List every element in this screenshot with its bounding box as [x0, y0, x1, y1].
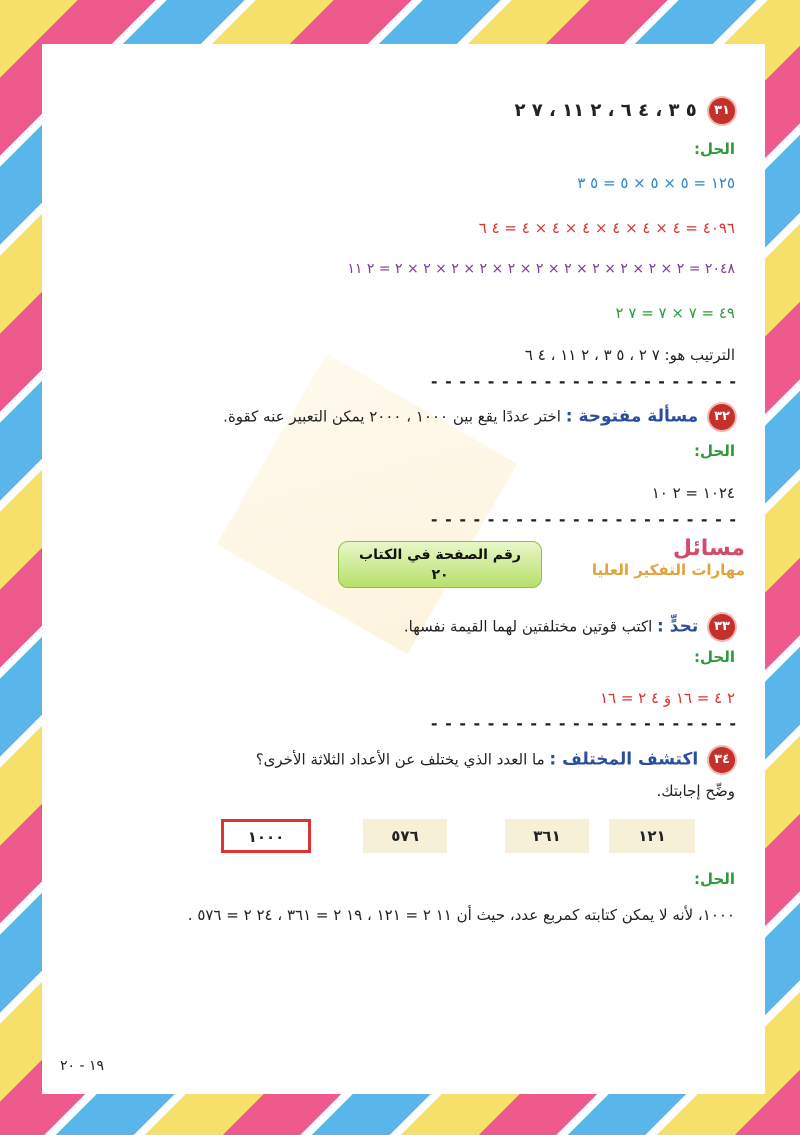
solution-label: الحل:: [694, 870, 735, 888]
choice-box-selected: ١٠٠٠: [221, 819, 311, 853]
solution-label: الحل:: [694, 140, 735, 158]
problem-33-answer: ٢ ٤ = ١٦ وَ ٤ ٢ = ١٦: [599, 689, 735, 707]
ordering-answer: الترتيب هو: ٧ ٢ ، ٥ ٣ ، ٢ ١١ ، ٤ ٦: [524, 346, 735, 364]
divider: - - - - - - - - - - - - - - - - - - - - - -: [430, 714, 737, 733]
odd-one-out-label: اكتشف المختلف :: [549, 749, 699, 770]
section-header: [592, 536, 745, 579]
solution-label: الحل:: [694, 442, 735, 460]
divider: - - - - - - - - - - - - - - - - - - - - - -: [430, 510, 737, 529]
solution-label: الحل:: [694, 648, 735, 666]
problem-number-badge: ٣١: [709, 98, 735, 124]
choice-box: ٥٧٦: [363, 819, 447, 853]
section-title: مسائل: [672, 536, 745, 561]
problem-number-badge: ٣٤: [709, 747, 735, 773]
choice-box: ٣٦١: [505, 819, 589, 853]
worksheet-page: [42, 44, 765, 1094]
eq-2-pow-11: ٢٠٤٨ = ٢ × ٢ × ٢ × ٢ × ٢ × ٢ × ٢ × ٢ × ٢ × ٢ × ٢ = ٢ ١١: [347, 261, 735, 277]
problem-32: [62, 404, 735, 430]
problem-number-badge: ٣٣: [709, 614, 735, 640]
problem-31-question: ٥ ٣ ، ٤ ٦ ، ٢ ١١ ، ٧ ٢: [514, 100, 697, 121]
page-number: ١٩ - ٢٠: [60, 1058, 105, 1074]
open-question-label: مسألة مفتوحة :: [565, 406, 699, 427]
eq-7-squared: ٤٩ = ٧ × ٧ = ٧ ٢: [615, 304, 735, 322]
problem-34-question: ما العدد الذي يختلف عن الأعداد الثلاثة الأخرى؟: [255, 750, 545, 769]
problem-number-badge: ٣٢: [709, 404, 735, 430]
challenge-label: تحدٍّ :: [657, 616, 699, 637]
choice-box: ١٢١: [609, 819, 695, 853]
eq-4-pow-6: ٤٠٩٦ = ٤ × ٤ × ٤ × ٤ × ٤ × ٤ = ٤ ٦: [478, 219, 735, 237]
watermark-logo: [217, 354, 518, 655]
section-subtitle: مهارات التفكير العليا: [591, 561, 745, 579]
problem-34: [62, 747, 735, 773]
problem-32-question: اختر عددًا يقع بين ١٠٠٠ ، ٢٠٠٠ يمكن التعبير عنه كقوة.: [223, 407, 561, 426]
divider: - - - - - - - - - - - - - - - - - - - - - -: [430, 372, 737, 391]
problem-33: [62, 614, 735, 640]
problem-31: [62, 98, 735, 124]
problem-34-question-2: وضِّح إجابتك.: [656, 782, 735, 800]
problem-32-answer: ١٠٢٤ = ٢ ١٠: [651, 484, 735, 502]
eq-5-cubed: ١٢٥ = ٥ × ٥ × ٥ = ٥ ٣: [577, 174, 735, 192]
page-ref-label: رقم الصفحة في الكتاب: [359, 547, 521, 563]
page-reference-bubble: [338, 541, 542, 588]
problem-33-question: اكتب قوتين مختلفتين لهما القيمة نفسها.: [403, 617, 653, 636]
problem-34-answer: ١٠٠٠، لأنه لا يمكن كتابته كمربع عدد، حيث أن ١١ ٢ = ١٢١ ، ١٩ ٢ = ٣٦١ ، ٢٤ ٢ = ٥٧٦ .: [187, 906, 735, 924]
page-ref-number: ٢٠: [431, 567, 449, 583]
